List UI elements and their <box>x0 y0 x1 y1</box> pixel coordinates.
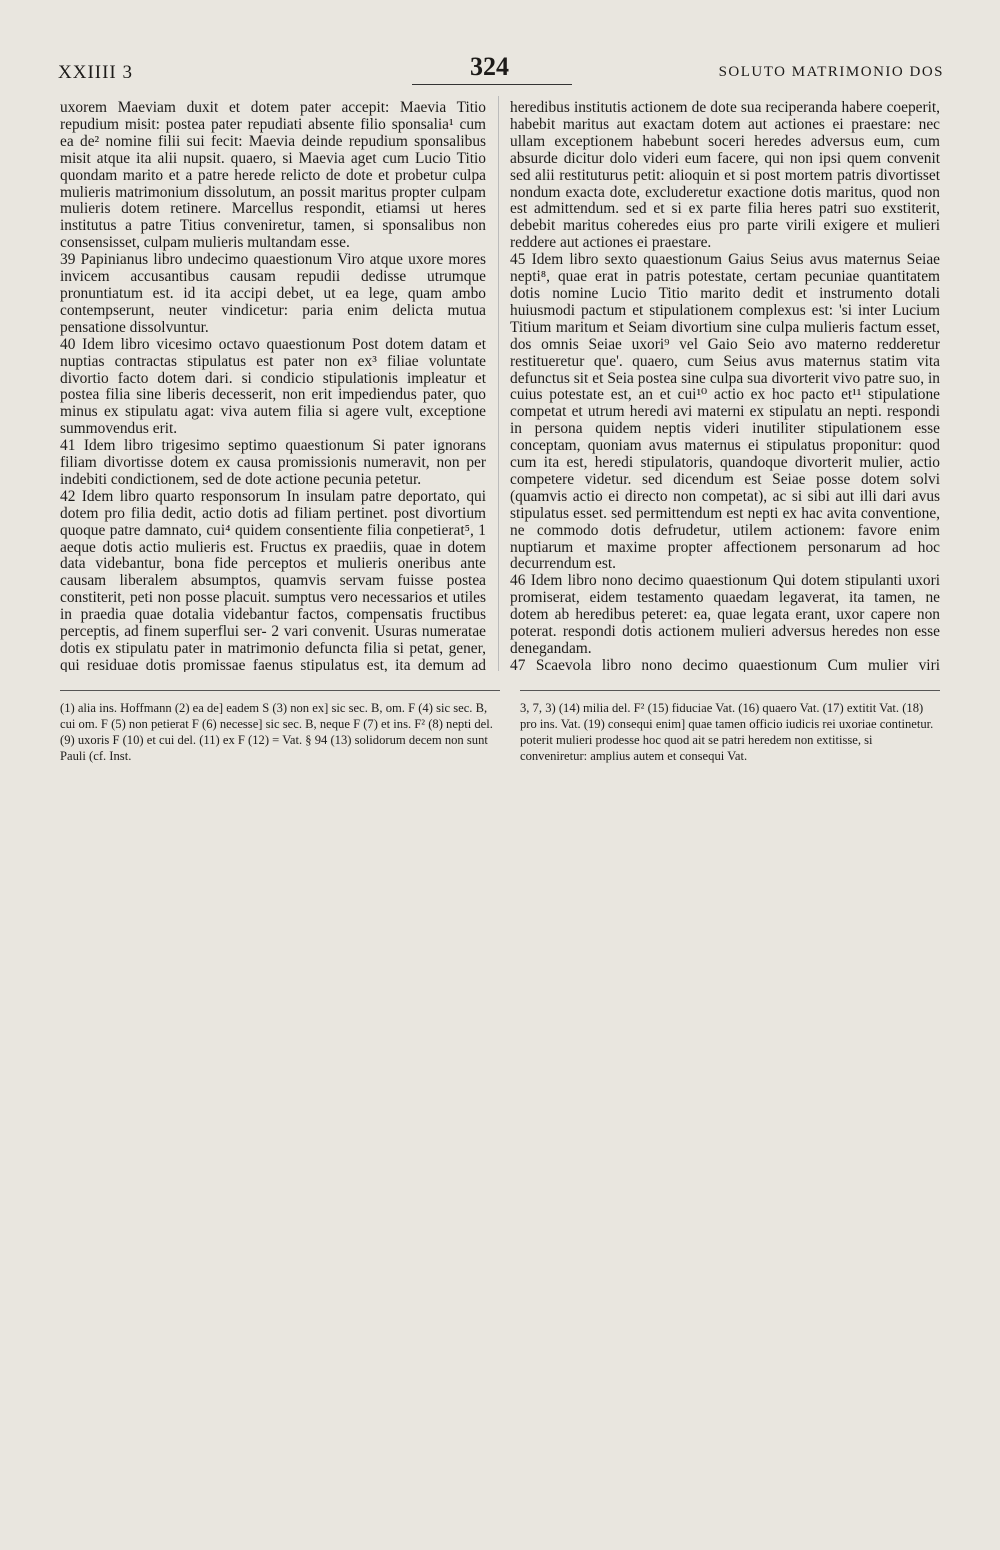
footnote-rule-left <box>60 690 500 691</box>
book-title-ref: XXIIII 3 <box>58 62 134 83</box>
paragraph: heredibus institutis actionem de dote sua reciperanda habere coeperit, habebit maritus aut exactam dotem aut actiones ei praestare: nec ullam exceptionem habebunt soceri heredes adversus eum, cum absurde dicitur dolo videri eum facere, qui non ipsi quem convenit sed alii restituturus petit: alioquin et si post mortem patris divortisset nondum exacta dote, excluderetur exactione dotis maritus, quod non est admittendum. sed et si ex parte filia heres patri suo exstiterit, debebit maritus coheredes eius pro parte virili exigere et mulieri reddere aut actiones ei praestare. <box>510 100 940 252</box>
paragraph: 46 Idem libro nono decimo quaestionum Qui dotem stipulanti uxori promiserat, eidem testamento quaedam legaverat, ita tamen, ne dotem ab heredibus peteret: ea, quae legata erant, uxor capere non poterat. respondi dotis actionem mulieri adversus heredes non esse denegandam. <box>510 572 940 657</box>
right-column <box>510 100 940 672</box>
paragraph: uxorem Maeviam duxit et dotem pater accepit: Maevia Titio repudium misit: postea pater repudiati absente filio sponsalia¹ cum ea de² nomine filii sui fecit: Maevia deinde repudium sponsalibus misit atque ita alii nupsit. quaero, si Maevia aget cum Lucio Titio quondam marito et a patre herede relicto de dote et probetur culpa mulieris matrimonium dissolutum, an possit maritus propter culpam mulieris dotem retinere. Marcellus respondit, etiamsi ut heres institutus a patre Titius conveniretur, tamen, si sponsalibus non consensisset, culpam mulieris multandam esse. <box>60 100 486 252</box>
paragraph: 47 Scaevola libro nono decimo quaestionum Cum mulier viri <box>510 656 940 672</box>
paragraph: 41 Idem libro trigesimo septimo quaestionum Si pater ignorans filiam divortisse dotem ex causa promissionis numeravit, non per indebiti condictionem, sed de dote actione pecunia petetur. <box>60 437 486 488</box>
paragraph: 40 Idem libro vicesimo octavo quaestionum Post dotem datam et nuptias contractas stipulatus est pater non ex³ filiae voluntate divortio facto dotem dari. si condicio stipulationis impleatur et postea filia sine liberis decesserit, non erit impediendus pater, quo minus ex stipulatu agat: viva autem filia si agere vult, exceptione summovendus erit. <box>60 335 486 438</box>
left-column <box>60 100 486 672</box>
page-number: 324 <box>470 52 509 81</box>
column-divider <box>498 96 499 671</box>
running-header <box>0 52 1000 92</box>
section-title: SOLUTO MATRIMONIO DOS <box>718 64 944 80</box>
paragraph: 42 Idem libro quarto responsorum In insulam patre deportato, qui dotem pro filia dedit, actio dotis ad filiam pertinet. post divortium quoque patre damnato, cui⁴ quidem consentiente filia conpetierat⁵, 1 aeque dotis actio mulieris est. Fructus ex praediis, quae in dotem data videbantur, bona fide perceptos et mulieris oneribus ante causam liberalem absumptos, quamvis servam fuisse postea constiterit, peti non posse placuit. sumptus vero necessarios et utiles in praedia quae dotalia videbantur factos, compensatis fructibus perceptis, ad finem superflui ser- 2 vari convenit. Usuras numeratae dotis ex stipulatu pater in matrimonio defuncta filia si petat, gener, qui residuae dotis promissae faenus stipulatus est, ita demum ad <box>60 487 486 672</box>
footnotes-left: (1) alia ins. Hoffmann (2) ea de] eadem S (3) non ex] sic sec. B, om. F (4) sic sec. B, cui om. F (5) non petierat F (6) necesse] sic sec. B, neque F (7) et ins. F² (8) nepti del. (9) uxoris F (10) et cui del. (11) ex F (12) = Vat. § 94 (13) solidorum decem non sunt Pauli (cf. Inst. <box>60 701 493 763</box>
paragraph: 39 Papinianus libro undecimo quaestionum Viro atque uxore mores invicem accusantibus causam repudii dedisse utrumque pronuntiatum est. id ita accipi debet, ut ea lege, quam ambo contempserunt, neuter vindicetur: paria enim delicta mutua pensatione dissolvuntur. <box>60 251 486 336</box>
paragraph: 45 Idem libro sexto quaestionum Gaius Seius avus maternus Seiae nepti⁸, quae erat in patris potestate, certam pecuniae quantitatem dotis nomine Lucio Titio marito dedit et instrumento dotali huiusmodi pactum et stipulationem complexus est: 'si inter Lucium Titium maritum et Seiam divortium sine culpa mulieris factum esset, dos omnis Seiae uxori⁹ vel Gaio Seio avo materno redderetur restitueretur que'. quaero, cum Seius avus maternus statim vita defunctus sit et Seia postea sine culpa sua divorterit vivo patre suo, in cuius potestate est, an et cui¹⁰ actio ex hoc pacto et¹¹ stipulatione competat et utrum heredi avi materni ex stipulatu an nepti. respondi in persona quidem neptis videri inutiliter stipulationem esse conceptam, quoniam avus maternus ei stipulatus proponitur: quod cum ita est, heredi stipulatoris, quandoque divorterit mulier, actio competere videtur. sed dicendum est Seiae posse dotem solvi (quamvis actio ei directo non competat), ac si sibi aut illi dari avus stipulatus esset. sed permittendum est nepti ex hac avita conventione, ne commodo dotis defrudetur, utilem actionem: favore enim nuptiarum et maxime propter affectionem personarum ad hoc decurrendum est. <box>510 251 940 573</box>
header-rule <box>412 84 572 85</box>
footnote-rule-right <box>520 690 940 691</box>
footnotes-right: 3, 7, 3) (14) milia del. F² (15) fiduciae Vat. (16) quaero Vat. (17) extitit Vat. (18) pro ins. Vat. (19) consequi enim] quae tamen officio iudicis rei uxoriae continetur. poterit mulieri prodesse hoc quod ait se patri heredem non extitisse, si conveniretur: amplius autem et consequi Vat. <box>520 701 934 763</box>
